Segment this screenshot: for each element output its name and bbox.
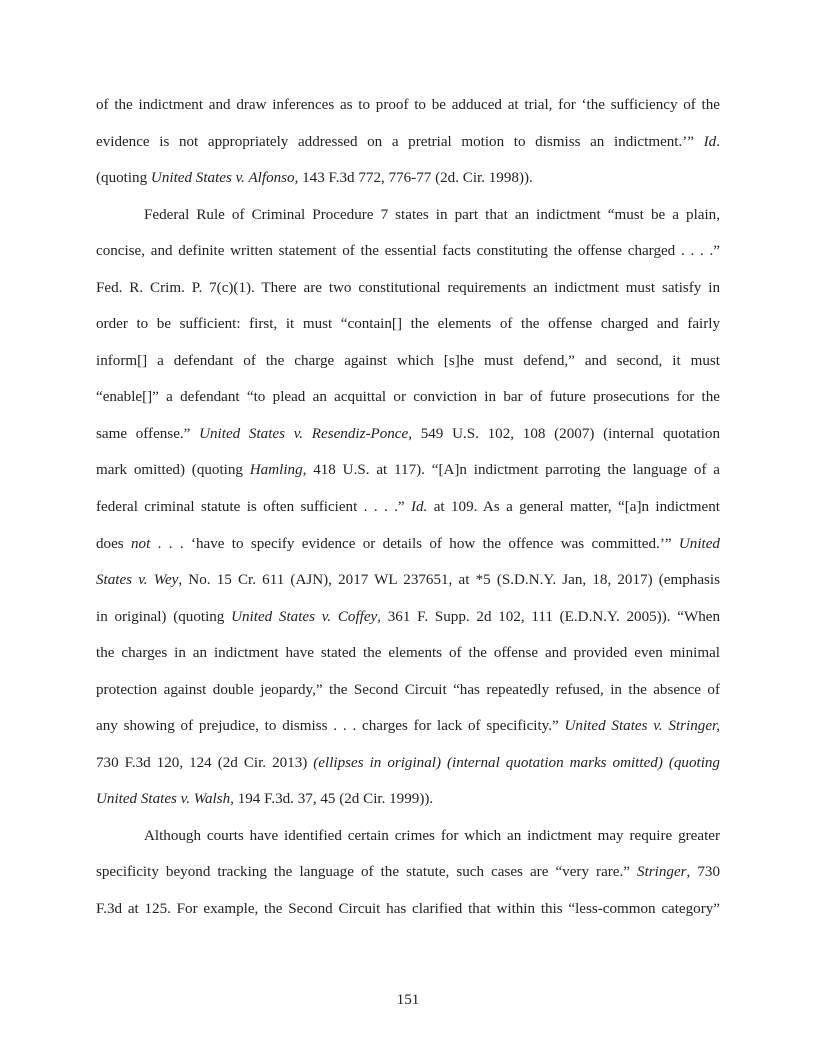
text-line <box>96 672 720 709</box>
text-run: , 361 F. Supp. 2d 102, 111 (E.D.N.Y. 2005)). “When <box>377 608 720 625</box>
text-run: , 549 U.S. 102, 108 (2007) (internal quotation <box>408 425 721 442</box>
text-line <box>96 781 720 818</box>
text-run: inform[] a defendant of the charge against which [s]he must defend,” and second, it must <box>96 352 720 369</box>
text-run: does <box>96 535 131 552</box>
italic-citation: United States v. Walsh, <box>96 791 234 808</box>
text-run: “enable[]” a defendant “to plead an acquittal or conviction in bar of future prosecutions for the <box>96 389 720 406</box>
text-line <box>96 343 720 380</box>
italic-citation: not <box>131 535 151 552</box>
text-line <box>96 124 720 161</box>
text-line <box>96 197 720 234</box>
italic-citation: Id. <box>410 499 428 516</box>
text-line <box>96 745 720 782</box>
italic-citation: States v. Wey <box>96 572 179 589</box>
text-line <box>96 416 720 453</box>
text-line <box>96 233 720 270</box>
text-line <box>96 599 720 636</box>
italic-citation: (ellipses in original) (internal quotation marks omitted) (quoting <box>313 754 720 771</box>
text-run: , No. 15 Cr. 611 (AJN), 2017 WL 237651, at *5 (S.D.N.Y. Jan, 18, 2017) (emphasis <box>178 572 720 589</box>
text-run: order to be sufficient: first, it must “contain[] the elements of the offense charged and fairly <box>96 316 720 333</box>
page-number: 151 <box>396 992 420 1008</box>
text-line <box>96 87 720 124</box>
italic-citation: Hamling <box>249 462 303 479</box>
text-run: . . . ‘have to specify evidence or details of how the offence was committed.’” <box>150 535 679 552</box>
text-line <box>96 708 720 745</box>
text-run: evidence is not appropriately addressed on a pretrial motion to dismiss an indictment.’” <box>96 133 704 150</box>
text-line <box>96 854 720 891</box>
text-line <box>96 891 720 928</box>
text-run: at 109. As a general matter, “[a]n indictment <box>427 499 720 516</box>
text-run: protection against double jeopardy,” the Second Circuit “has repeatedly refused, in the absence of <box>96 681 720 698</box>
text-run: , 143 F.3d 772, 776-77 (2d. Cir. 1998)). <box>294 170 533 187</box>
text-line <box>96 452 720 489</box>
text-line <box>96 306 720 343</box>
text-line <box>96 379 720 416</box>
text-line <box>96 635 720 672</box>
italic-citation: United <box>678 535 720 552</box>
text-run: any showing of prejudice, to dismiss . . . charges for lack of specificity.” <box>96 718 565 735</box>
italic-citation: United States v. Stringer, <box>564 718 720 735</box>
text-run: . <box>716 133 720 150</box>
text-run: , 418 U.S. at 117). “[A]n indictment parroting the language of a <box>302 462 720 479</box>
text-run: F.3d at 125. For example, the Second Circuit has clarified that within this “less-common category” <box>96 901 720 918</box>
document-body <box>96 87 720 928</box>
text-run: (quoting <box>96 170 151 187</box>
italic-citation: United States v. Resendiz-Ponce <box>199 425 409 442</box>
text-run: federal criminal statute is often sufficient . . . .” <box>96 499 411 516</box>
text-run: Although courts have identified certain crimes for which an indictment may require greater <box>144 827 720 844</box>
text-line <box>96 818 720 855</box>
text-line <box>96 526 720 563</box>
italic-citation: United States v. Alfonso <box>150 170 295 187</box>
text-run: , 730 <box>686 864 721 881</box>
text-run: Fed. R. Crim. P. 7(c)(1). There are two constitutional requirements an indictment must satisfy in <box>96 279 720 296</box>
text-run: the charges in an indictment have stated the elements of the offense and provided even minimal <box>96 645 720 662</box>
text-run: concise, and definite written statement of the essential facts constituting the offense charged . . . .” <box>96 243 720 260</box>
text-run: 194 F.3d. 37, 45 (2d Cir. 1999)). <box>233 791 434 808</box>
text-run: Federal Rule of Criminal Procedure 7 states in part that an indictment “must be a plain, <box>144 206 720 223</box>
text-run: of the indictment and draw inferences as to proof to be adduced at trial, for ‘the sufficiency of the <box>96 97 720 113</box>
italic-citation: Stringer <box>637 864 687 881</box>
text-line <box>96 160 720 197</box>
text-run: in original) (quoting <box>96 608 232 625</box>
text-run: specificity beyond tracking the language of the statute, such cases are “very rare.” <box>96 864 638 881</box>
text-line <box>96 270 720 307</box>
text-run: mark omitted) (quoting <box>96 462 250 479</box>
italic-citation: United States v. Coffey <box>231 608 378 625</box>
text-line <box>96 489 720 526</box>
italic-citation: Id <box>703 133 717 150</box>
text-line <box>96 562 720 599</box>
text-run: same offense.” <box>96 425 200 442</box>
text-run: 730 F.3d 120, 124 (2d Cir. 2013) <box>96 754 314 771</box>
